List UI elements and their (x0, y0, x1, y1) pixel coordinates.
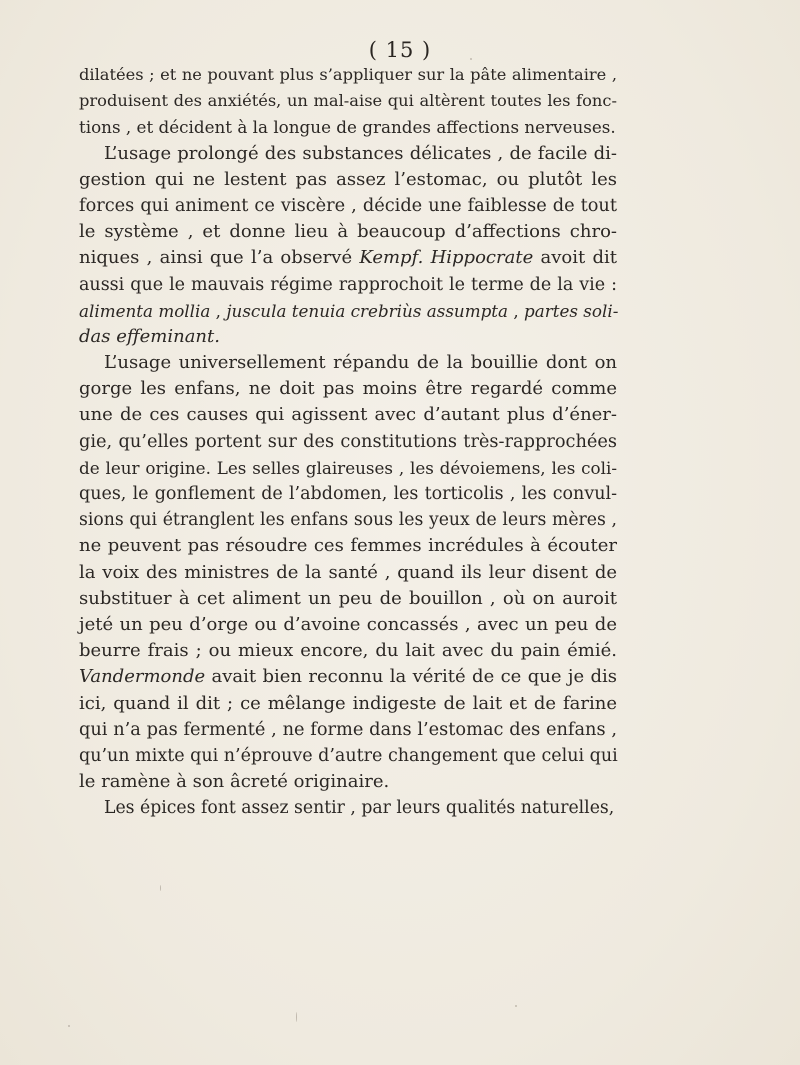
text-segment: niques , ainsi que l’a observé (79, 247, 360, 269)
text-line (79, 376, 617, 402)
text-segment: beurre frais ; ou mieux encore, du lait avec du pain émié. (79, 640, 617, 662)
text-line (79, 402, 617, 428)
text-segment: sions qui étranglent les enfans sous les yeux de leurs mères , (79, 510, 617, 531)
text-segment: le système , et donne lieu à beaucoup d’affections chro- (79, 221, 617, 243)
text-line (79, 350, 617, 376)
text-line (79, 691, 617, 717)
text-segment: Les épices font assez sentir , par leurs qualités naturelles, (104, 798, 615, 819)
text-line (79, 167, 617, 193)
text-segment: ne peuvent pas résoudre ces femmes incrédules à écouter (79, 535, 617, 557)
text-line (79, 481, 617, 507)
text-segment: forces qui animent ce viscère , décide une faiblesse de tout (79, 195, 617, 216)
italic-text: juscula tenuia crebriùs assumpta (226, 300, 509, 321)
text-segment: une de ces causes qui agissent avec d’autant plus d’éner- (79, 404, 617, 426)
text-segment: avoit dit (533, 247, 617, 269)
text-segment: tions , et décident à la longue de grandes affections nerveuses. (79, 117, 616, 138)
text-line (79, 219, 617, 245)
text-line (79, 743, 617, 769)
text-line (79, 429, 617, 455)
text-segment: de leur origine. Les selles glaireuses , les dévoiemens, les coli- (79, 457, 617, 478)
text-line (79, 141, 617, 167)
text-segment: avait bien reconnu la vérité de ce que je dis (205, 666, 617, 688)
text-line (79, 533, 617, 559)
text-line (79, 298, 617, 324)
text-line (79, 612, 617, 638)
text-segment: dilatées ; et ne pouvant plus s’appliquer sur la pâte alimentaire , (79, 65, 617, 84)
text-line (79, 114, 617, 140)
text-segment: jeté un peu d’orge ou d’avoine concassés , avec un peu de (79, 613, 617, 635)
text-segment: ques, le gonflement de l’abdomen, les torticolis , les convul- (79, 484, 617, 504)
text-segment: qui n’a pas fermenté , ne forme dans l’estomac des enfans , (79, 719, 617, 740)
text-segment: , (508, 300, 525, 321)
text-line (79, 795, 617, 821)
text-segment: gie, qu’elles portent sur des constitutions très-rapprochées (79, 431, 617, 452)
text-line (79, 455, 617, 481)
text-line (79, 586, 617, 612)
text-line (79, 717, 617, 743)
italic-text: Kempf. Hippocrate (359, 247, 534, 269)
italic-text: alimenta mollia (79, 300, 211, 321)
text-line (79, 193, 617, 219)
page-body-text (79, 62, 617, 821)
text-segment: qu’un mixte qui n’éprouve d’autre changement que celui qui (79, 745, 618, 766)
text-line (79, 272, 617, 298)
italic-text: das effeminant. (79, 325, 220, 347)
text-line (79, 324, 617, 350)
page-number: ( 15 ) (368, 38, 432, 62)
text-line (79, 245, 617, 271)
text-segment: le ramène à son âcreté originaire. (79, 771, 390, 793)
text-segment: L’usage universellement répandu de la bouillie dont on (104, 352, 617, 374)
text-line (79, 638, 617, 664)
text-line (79, 62, 617, 88)
text-line (79, 560, 617, 586)
text-line (79, 664, 617, 690)
text-segment: substituer à cet aliment un peu de bouillon , où on auroit (79, 587, 617, 609)
text-line (79, 88, 617, 114)
text-line (79, 507, 617, 533)
text-segment: ici, quand il dit ; ce mêlange indigeste de lait et de farine (79, 692, 617, 714)
italic-text: partes soli- (524, 300, 619, 321)
text-segment: produisent des anxiétés, un mal-aise qui altèrent toutes les fonc- (79, 91, 617, 111)
text-line (79, 769, 617, 795)
text-segment: la voix des ministres de la santé , quand ils leur disent de (79, 561, 617, 583)
italic-text: Vandermonde (79, 666, 206, 688)
text-segment: gorge les enfans, ne doit pas moins être regardé comme (79, 378, 617, 400)
text-segment: , (210, 300, 227, 321)
text-segment: aussi que le mauvais régime rapprochoit le terme de la vie : (79, 274, 617, 295)
text-segment: L’usage prolongé des substances délicates , de facile di- (104, 142, 617, 164)
text-segment: gestion qui ne lestent pas assez l’estomac, ou plutôt les (79, 168, 617, 190)
